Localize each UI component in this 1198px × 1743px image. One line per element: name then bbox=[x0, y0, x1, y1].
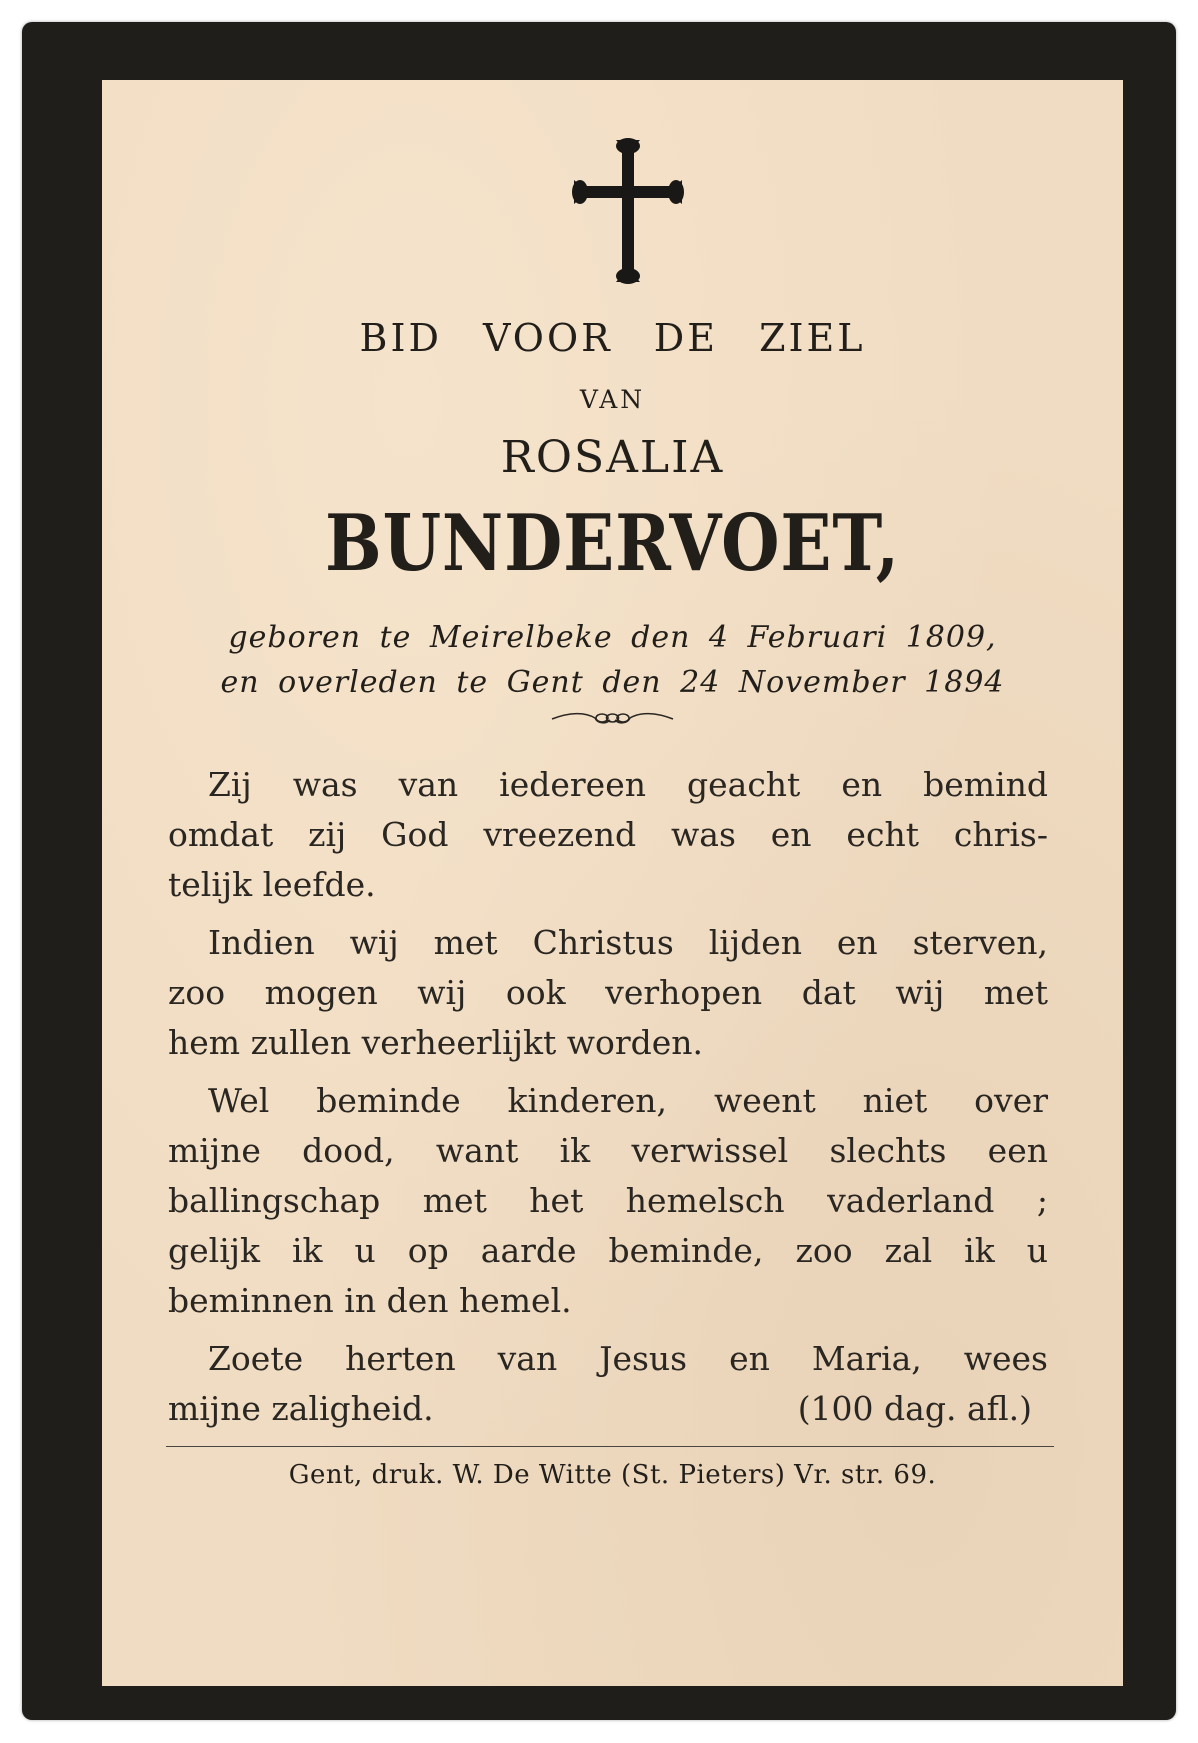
paragraph-line: ballingschap met het hemelsch vaderland ; bbox=[168, 1181, 1048, 1220]
prayer-heading: BID VOOR DE ZIEL bbox=[359, 316, 866, 360]
paragraph-line: Indien wij met Christus lijden en sterven, bbox=[208, 923, 1048, 962]
paragraph-line: Zij was van iedereen geacht en bemind bbox=[208, 765, 1048, 804]
paragraph-line: omdat zij God vreezend was en echt chris- bbox=[168, 815, 1048, 854]
closing-row bbox=[168, 1384, 1048, 1434]
surname: BUNDERVOET, bbox=[325, 498, 900, 589]
cross-icon bbox=[572, 136, 684, 286]
van-label: VAN bbox=[579, 385, 646, 414]
flourish-ornament bbox=[550, 708, 675, 728]
paragraph-line: Zoete herten van Jesus en Maria, wees bbox=[208, 1339, 1048, 1378]
birth-line: geboren te Meirelbeke den 4 Februari 1809, bbox=[228, 620, 997, 655]
death-line: en overleden te Gent den 24 November 1894 bbox=[220, 665, 1005, 700]
memorial-card bbox=[22, 22, 1176, 1720]
first-name: ROSALIA bbox=[500, 432, 725, 483]
paragraph-3 bbox=[168, 1076, 1048, 1326]
paragraph-line: zoo mogen wij ook verhopen dat wij met bbox=[168, 973, 1048, 1012]
paragraph-line: mijne zaligheid. bbox=[168, 1389, 434, 1428]
paragraph-4 bbox=[168, 1334, 1048, 1434]
printer-imprint: Gent, druk. W. De Witte (St. Pieters) Vr. str. 69. bbox=[288, 1460, 937, 1490]
paragraph-line: telijk leefde. bbox=[168, 865, 376, 904]
paragraph-line: hem zullen verheerlijkt worden. bbox=[168, 1023, 703, 1062]
card-paper bbox=[102, 80, 1123, 1686]
divider-rule bbox=[166, 1446, 1054, 1447]
paragraph-line: mijne dood, want ik verwissel slechts een bbox=[168, 1131, 1048, 1170]
paragraph-line: Wel beminde kinderen, weent niet over bbox=[208, 1081, 1048, 1120]
indulgence-note: (100 dag. afl.) bbox=[797, 1389, 1032, 1428]
paragraph-line: beminnen in den hemel. bbox=[168, 1281, 572, 1320]
paragraph-1 bbox=[168, 760, 1048, 910]
paragraph-line: gelijk ik u op aarde beminde, zoo zal ik u bbox=[168, 1231, 1048, 1270]
paragraph-2 bbox=[168, 918, 1048, 1068]
